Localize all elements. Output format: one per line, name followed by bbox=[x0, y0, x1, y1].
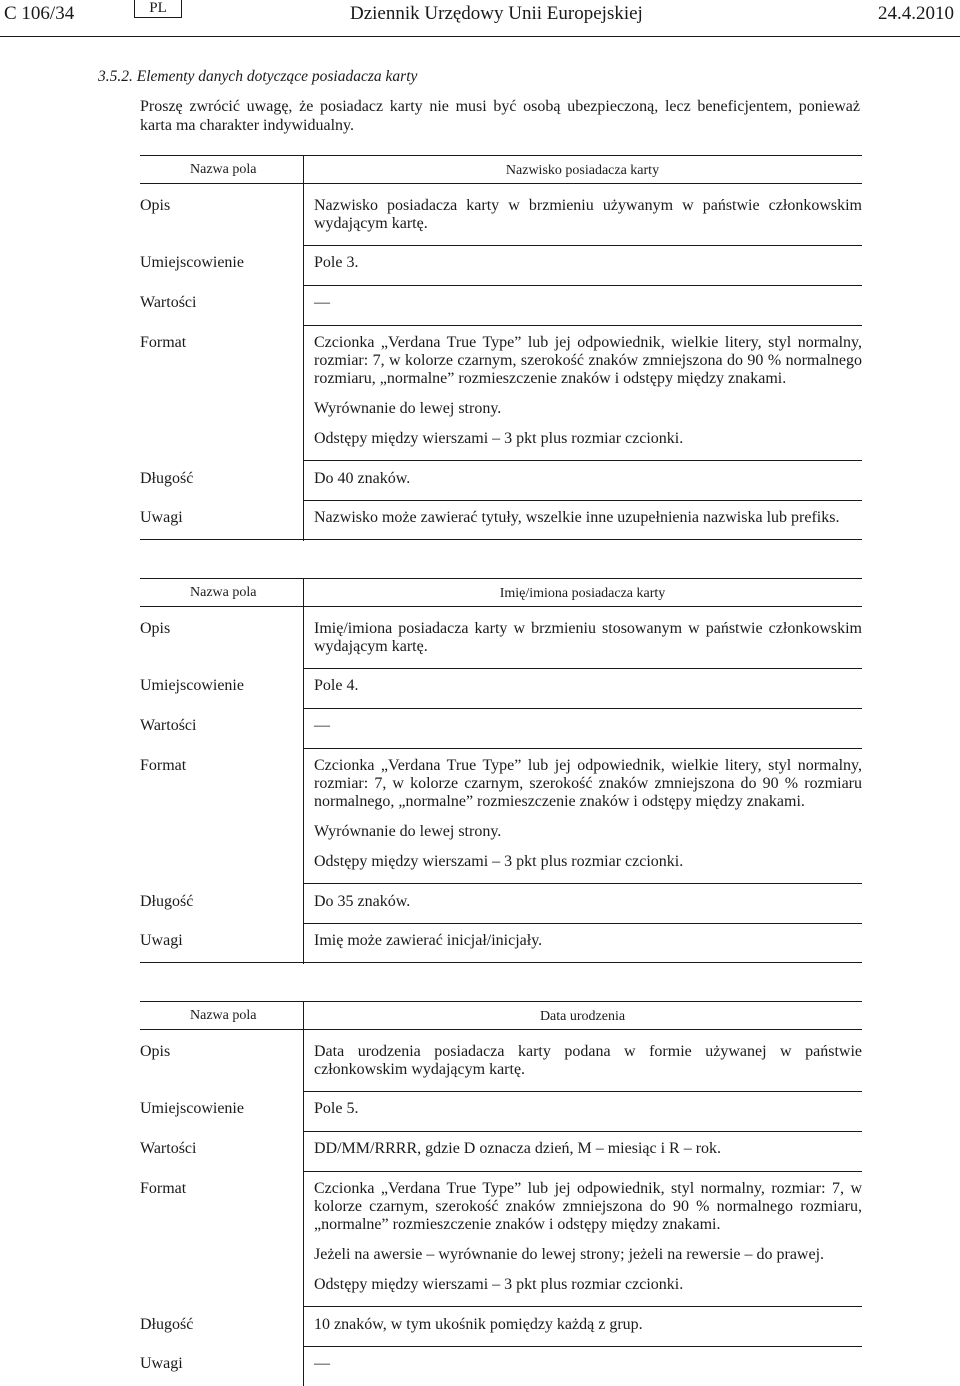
header-rule bbox=[140, 1029, 862, 1030]
row-rule bbox=[303, 1131, 862, 1132]
location-value: Pole 4. bbox=[314, 677, 359, 694]
row-rule bbox=[303, 748, 862, 749]
format-value: Czcionka „Verdana True Type” lub jej odpowiednik, wielkie litery, styl normalny, rozmiar: 7, w kolorze czarnym, szerokość znaków zmniejszona do 90 % normalnego rozmiaru, „normalne” rozmieszczenie znaków i odstępy między znakami. bbox=[314, 334, 862, 387]
row-rule bbox=[303, 325, 862, 326]
table-top-rule bbox=[140, 578, 862, 579]
field-table-birth-date bbox=[140, 1001, 862, 1386]
field-name-label: Nazwa pola bbox=[190, 1008, 257, 1023]
field-name-value: Nazwisko posiadacza karty bbox=[505, 163, 660, 178]
column-divider bbox=[303, 155, 304, 541]
row-rule bbox=[303, 708, 862, 709]
values-value: — bbox=[314, 717, 330, 734]
opis-value: Nazwisko posiadacza karty w brzmieniu używanym w państwie członkowskim wydającym kartę. bbox=[314, 197, 862, 232]
opis-label: Opis bbox=[140, 1043, 171, 1060]
location-label: Umiejscowienie bbox=[140, 1100, 244, 1117]
notes-label: Uwagi bbox=[140, 509, 183, 526]
opis-label: Opis bbox=[140, 197, 171, 214]
values-value: DD/MM/RRRR, gdzie D oznacza dzień, M – miesiąc i R – rok. bbox=[314, 1140, 722, 1157]
page-header bbox=[0, 0, 960, 36]
length-label: Długość bbox=[140, 1316, 194, 1333]
notes-label: Uwagi bbox=[140, 932, 183, 949]
row-rule bbox=[303, 285, 862, 286]
table-bottom-rule bbox=[140, 962, 862, 963]
format-alignment: Jeżeli na awersie – wyrównanie do lewej strony; jeżeli na rewersie – do prawej. bbox=[314, 1246, 825, 1263]
opis-value: Data urodzenia posiadacza karty podana w formie używanej w państwie członkowskim wydającym kartę. bbox=[314, 1043, 862, 1078]
length-value: Do 35 znaków. bbox=[314, 893, 411, 910]
field-name-label: Nazwa pola bbox=[190, 585, 257, 600]
length-label: Długość bbox=[140, 470, 194, 487]
notes-value: Imię może zawierać inicjał/inicjały. bbox=[314, 932, 543, 949]
location-label: Umiejscowienie bbox=[140, 254, 244, 271]
row-rule bbox=[303, 883, 862, 884]
length-value: 10 znaków, w tym ukośnik pomiędzy każdą z grup. bbox=[314, 1316, 643, 1333]
values-label: Wartości bbox=[140, 1140, 197, 1157]
section-title: 3.5.2. Elementy danych dotyczące posiadacza karty bbox=[98, 68, 418, 85]
field-name-value: Data urodzenia bbox=[539, 1009, 626, 1024]
row-rule bbox=[303, 923, 862, 924]
language-badge: PL bbox=[134, 0, 182, 18]
header-rule bbox=[140, 606, 862, 607]
row-rule bbox=[303, 500, 862, 501]
length-value: Do 40 znaków. bbox=[314, 470, 411, 487]
format-label: Format bbox=[140, 757, 187, 774]
table-top-rule bbox=[140, 155, 862, 156]
field-name-value: Imię/imiona posiadacza karty bbox=[499, 586, 666, 601]
format-alignment: Wyrównanie do lewej strony. bbox=[314, 400, 502, 417]
opis-value: Imię/imiona posiadacza karty w brzmieniu stosowanym w państwie członkowskim wydającym kartę. bbox=[314, 620, 862, 655]
values-label: Wartości bbox=[140, 294, 197, 311]
column-divider bbox=[303, 1001, 304, 1386]
publication-date: 24.4.2010 bbox=[878, 3, 954, 24]
format-line-spacing: Odstępy między wierszami – 3 pkt plus rozmiar czcionki. bbox=[314, 430, 684, 447]
row-rule bbox=[303, 1091, 862, 1092]
journal-title: Dziennik Urzędowy Unii Europejskiej bbox=[350, 3, 643, 24]
row-rule bbox=[303, 668, 862, 669]
location-label: Umiejscowienie bbox=[140, 677, 244, 694]
format-value: Czcionka „Verdana True Type” lub jej odpowiednik, styl normalny, rozmiar: 7, w kolorze czarnym, szerokość znaków zmniejszona do 90 % normalnego rozmiaru, „normalne” rozmieszczenie znaków i odstępy między znakami. bbox=[314, 1180, 862, 1233]
page-reference: C 106/34 bbox=[4, 3, 75, 24]
row-rule bbox=[303, 1346, 862, 1347]
opis-label: Opis bbox=[140, 620, 171, 637]
intro-paragraph: Proszę zwrócić uwagę, że posiadacz karty nie musi być osobą ubezpieczoną, lecz beneficjentem, ponieważ karta ma charakter indywidualny. bbox=[140, 98, 860, 134]
field-name-label: Nazwa pola bbox=[190, 162, 257, 177]
format-line-spacing: Odstępy między wierszami – 3 pkt plus rozmiar czcionki. bbox=[314, 853, 684, 870]
row-rule bbox=[303, 460, 862, 461]
table-top-rule bbox=[140, 1001, 862, 1002]
notes-value: — bbox=[314, 1355, 330, 1372]
row-rule bbox=[303, 1306, 862, 1307]
format-alignment: Wyrównanie do lewej strony. bbox=[314, 823, 502, 840]
header-rule bbox=[140, 183, 862, 184]
location-value: Pole 5. bbox=[314, 1100, 359, 1117]
length-label: Długość bbox=[140, 893, 194, 910]
field-table-surname bbox=[140, 155, 862, 541]
notes-value: Nazwisko może zawierać tytuły, wszelkie inne uzupełnienia nazwiska lub prefiks. bbox=[314, 509, 840, 526]
format-value: Czcionka „Verdana True Type” lub jej odpowiednik, wielkie litery, styl normalny, rozmiar: 7, w kolorze czarnym, szerokość znaków zmniejszona do 90 % rozmiaru normalnego, „normalne” rozmieszczenie znaków i odstępy między znakami. bbox=[314, 757, 862, 810]
field-table-first-names bbox=[140, 578, 862, 964]
header-divider bbox=[0, 36, 960, 37]
format-label: Format bbox=[140, 1180, 187, 1197]
format-line-spacing: Odstępy między wierszami – 3 pkt plus rozmiar czcionki. bbox=[314, 1276, 684, 1293]
format-label: Format bbox=[140, 334, 187, 351]
row-rule bbox=[303, 1171, 862, 1172]
notes-label: Uwagi bbox=[140, 1355, 183, 1372]
row-rule bbox=[303, 245, 862, 246]
values-value: — bbox=[314, 294, 330, 311]
values-label: Wartości bbox=[140, 717, 197, 734]
column-divider bbox=[303, 578, 304, 964]
table-bottom-rule bbox=[140, 539, 862, 540]
location-value: Pole 3. bbox=[314, 254, 359, 271]
